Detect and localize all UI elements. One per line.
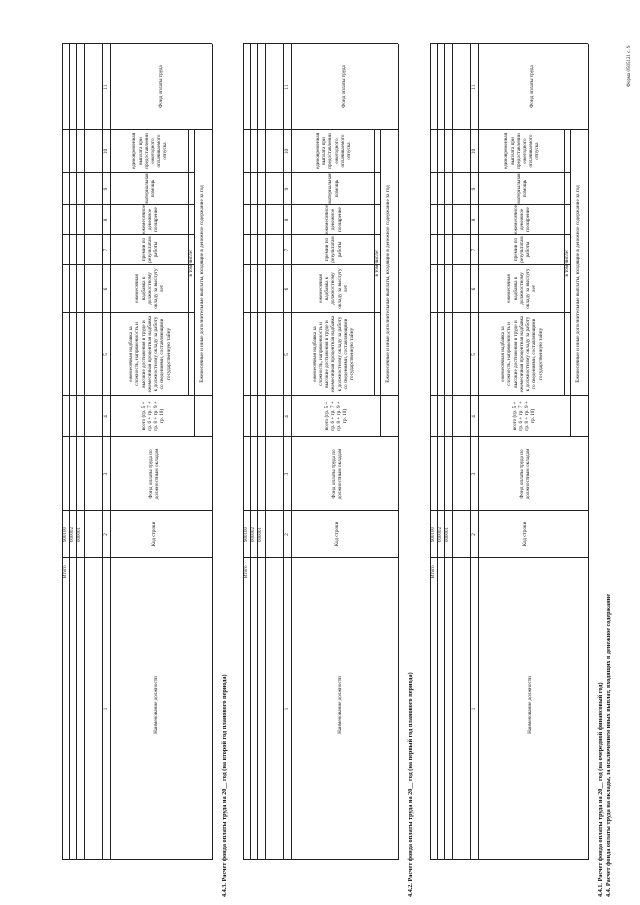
col-num-11: 11 <box>102 84 109 90</box>
total-code: 900100 <box>243 527 249 542</box>
col-num-2: 2 <box>102 533 109 536</box>
row-code: 000001 <box>77 527 82 542</box>
col-c9-header: материальная помощь <box>143 173 156 204</box>
col-num-9: 9 <box>283 187 290 191</box>
col-code-header: Код строки <box>333 521 340 547</box>
col-num-11: 11 <box>470 84 477 90</box>
col-num-5: 5 <box>470 353 477 356</box>
table-title: 4.4.3. Расчет фонда оплаты труда на 20__ год (на второй год планового периода) <box>221 674 228 897</box>
col-num-5: 5 <box>283 353 290 356</box>
col-num-9: 9 <box>470 187 477 191</box>
col-c8-header: ежемесячное денежное поощрение <box>324 205 343 234</box>
col-c8-header: ежемесячное денежное поощрение <box>512 205 532 234</box>
total-code: 900100 <box>62 527 68 542</box>
col-num-7: 7 <box>283 248 290 252</box>
total-label: Итого <box>63 565 68 578</box>
col-code-header: Код строки <box>521 521 528 547</box>
col-num-2: 2 <box>283 533 290 536</box>
col-c7-header: премии по результатам работы <box>512 236 532 263</box>
col-num-1: 1 <box>283 707 290 711</box>
col-c9-header: материальная помощь <box>515 173 528 204</box>
col-c5-header: ежемесячная надбавка за сложность, напряженность и высокие достижения в труде и ежемесячная процентная надбавка к должностному окладу за работу со сведениями, составляющими государственную тайну <box>500 315 544 393</box>
col-num-6: 6 <box>102 287 109 291</box>
form-label: Форма 0505121 с. 9 <box>627 45 632 87</box>
col-code-header: Код строки <box>150 521 157 547</box>
col-num-1: 1 <box>470 707 477 711</box>
col-c6-header: ежемесячная надбавка к должностному окладу за выслугу лет <box>317 268 349 309</box>
col-num-5: 5 <box>102 353 109 356</box>
total-code: 900100 <box>430 527 436 542</box>
col-num-3: 3 <box>283 472 290 476</box>
in-that-number-label: в том числе: <box>188 249 195 277</box>
col-c11-header: Фонд оплаты труда <box>157 65 164 108</box>
col-name-header: Наименование должности <box>152 676 159 734</box>
col-total-header: всего (гр. 5 + гр. 6 + гр. 7 + гр. 8 + гр. 9 + гр. 10) <box>323 401 349 431</box>
in-that-number-label: в том числе: <box>374 249 381 277</box>
in-that-number-label: в том числе: <box>564 249 571 277</box>
col-num-3: 3 <box>102 472 109 476</box>
col-num-4: 4 <box>102 415 109 418</box>
row-code: 000002 <box>250 527 256 542</box>
total-label: Итого <box>244 565 249 578</box>
col-c6-header: ежемесячная надбавка к должностному окладу за выслугу лет <box>134 268 166 309</box>
col-num-2: 2 <box>470 533 477 536</box>
col-num-11: 11 <box>283 84 290 90</box>
col-c6-header: ежемесячная надбавка к должностному окладу за выслугу лет <box>506 268 538 309</box>
col-c10-header: единовременная выплата при предоставлении ежегодного оплачиваемого отпуска <box>314 132 352 170</box>
col-num-8: 8 <box>283 218 290 222</box>
col-num-4: 4 <box>470 415 477 418</box>
row-code: 000001 <box>445 527 450 542</box>
col-num-10: 10 <box>283 148 290 155</box>
col-supplements-header: Ежемесячные и иные дополнительные выплаты, входящие в денежное содержание за год <box>385 185 392 383</box>
col-c11-header: Фонд оплаты труда <box>529 65 536 108</box>
col-c5-header: ежемесячная надбавка за сложность, напряженность и высокие достижения в труде и ежемесячная процентная надбавка к должностному окладу за работу со сведениями, составляющими государственную тайну <box>311 315 356 393</box>
col-c8-header: ежемесячное денежное поощрение <box>140 205 160 234</box>
row-code: 000002 <box>437 527 443 542</box>
col-fund-salary-header: Фонд оплаты труда по должностным окладам <box>330 448 343 500</box>
col-name-header: Наименование должности <box>526 676 533 734</box>
col-num-1: 1 <box>102 707 109 711</box>
col-supplements-header: Ежемесячные и иные дополнительные выплаты, входящие в денежное содержание за год <box>575 185 582 383</box>
col-num-10: 10 <box>102 148 109 155</box>
col-fund-salary-header: Фонд оплаты труда по должностным окладам <box>147 448 160 500</box>
col-num-9: 9 <box>102 187 109 191</box>
col-total-header: всего (гр. 5 + гр. 6 + гр. 7 + гр. 8 + гр. 9 + гр. 10) <box>140 401 166 431</box>
col-supplements-header: Ежемесячные и иные дополнительные выплаты, входящие в денежное содержание за год <box>199 185 206 383</box>
col-c9-header: материальная помощь <box>327 173 340 204</box>
col-c10-header: единовременная выплата при предоставлении ежегодного оплачиваемого отпуска <box>503 132 541 170</box>
col-c11-header: Фонд оплаты труда <box>341 65 348 108</box>
col-c7-header: премии по результатам работы <box>324 236 343 263</box>
col-num-10: 10 <box>470 148 477 155</box>
col-num-7: 7 <box>470 248 477 252</box>
col-num-6: 6 <box>283 287 290 291</box>
col-num-8: 8 <box>102 218 109 222</box>
col-c5-header: ежемесячная надбавка за сложность, напряженность и высокие достижения в труде и ежемесячная процентная надбавка к должностному окладу за работу со сведениями, составляющими государственную тайну <box>128 315 172 393</box>
table-title: 4.4.1. Расчет фонда оплаты труда на 20__ год (на очередной финансовый год) <box>597 682 604 897</box>
col-c10-header: единовременная выплата при предоставлении ежегодного оплачиваемого отпуска <box>131 132 169 170</box>
col-fund-salary-header: Фонд оплаты труда по должностным окладам <box>518 448 531 500</box>
col-total-header: всего (гр. 5 + гр. 6 + гр. 7 + гр. 8 + гр. 9 + гр. 10) <box>511 401 537 431</box>
total-label: Итого <box>431 565 436 578</box>
section-title: 4.4. Расчет фонда оплаты труда на оклады, за исключением иных выплат, входящих в денежное содержание <box>605 594 612 897</box>
col-num-7: 7 <box>102 248 109 252</box>
col-num-3: 3 <box>470 472 477 476</box>
table-title: 4.4.2. Расчет фонда оплаты труда на 20__ год (на первый год планового периода) <box>407 672 414 897</box>
row-code: 000002 <box>69 527 75 542</box>
col-c7-header: премии по результатам работы <box>140 236 160 263</box>
col-num-4: 4 <box>283 415 290 418</box>
row-code: 000001 <box>258 527 263 542</box>
col-name-header: Наименование должности <box>336 676 343 734</box>
col-num-8: 8 <box>470 218 477 222</box>
col-num-6: 6 <box>470 287 477 291</box>
